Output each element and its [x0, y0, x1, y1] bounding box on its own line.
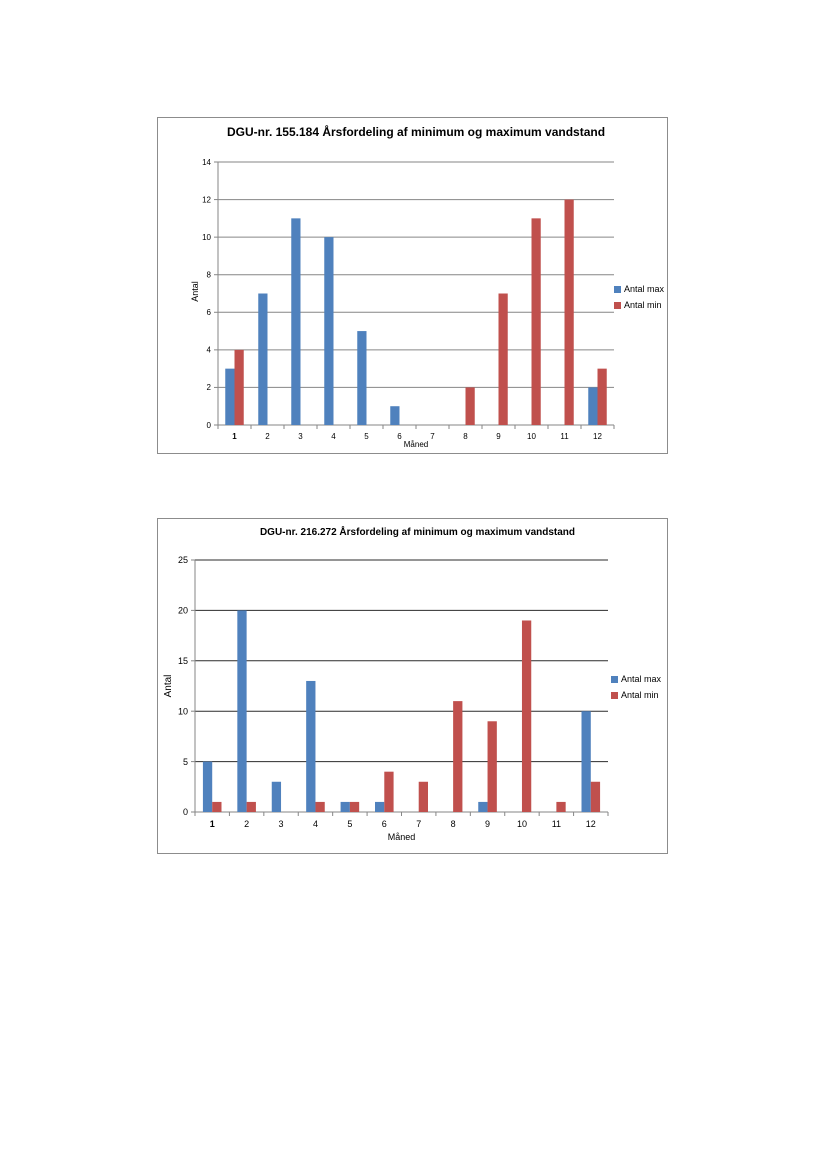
bar-max-month-12 [581, 711, 590, 812]
y-axis-title: Antal [163, 674, 174, 698]
bar-max-month-4 [324, 237, 333, 425]
y-tick-label: 14 [202, 157, 211, 167]
bar-min-month-9 [488, 721, 497, 812]
bar-max-month-5 [357, 331, 366, 425]
bar-max-month-4 [306, 681, 315, 812]
legend-label-max: Antal max [624, 284, 665, 294]
bar-min-month-12 [598, 369, 607, 425]
x-category-label: 11 [551, 819, 562, 829]
bar-min-month-7 [419, 782, 428, 812]
bar-min-month-2 [247, 802, 256, 812]
x-category-label: 4 [312, 819, 318, 829]
x-category-label: 2 [244, 819, 250, 829]
x-category-label: 8 [463, 432, 468, 441]
y-tick-label: 6 [206, 308, 211, 318]
bar-max-month-1 [203, 762, 212, 812]
x-category-label: 9 [496, 432, 501, 441]
y-tick-label: 12 [202, 195, 211, 205]
bar-max-month-9 [478, 802, 487, 812]
y-tick-label: 4 [206, 345, 211, 355]
bar-min-month-12 [591, 782, 600, 812]
bar-min-month-1 [235, 350, 244, 425]
legend-label-min: Antal min [624, 300, 662, 310]
legend-swatch-min [614, 302, 621, 309]
y-tick-label: 8 [206, 270, 211, 280]
x-category-label: 6 [397, 432, 402, 441]
y-tick-label: 20 [177, 605, 188, 616]
legend-label-max: Antal max [621, 674, 662, 684]
x-category-label: 9 [485, 819, 491, 829]
chart-title: DGU-nr. 216.272 Årsfordeling af minimum og maximum vandstand [259, 527, 576, 538]
y-tick-label: 25 [177, 555, 188, 566]
bar-max-month-2 [258, 294, 267, 426]
x-axis-title: Måned [387, 832, 416, 842]
bar-min-month-9 [499, 294, 508, 426]
x-category-label: 1 [232, 432, 237, 441]
x-category-label: 3 [278, 819, 284, 829]
bar-min-month-8 [453, 701, 462, 812]
bar-max-month-3 [272, 782, 281, 812]
x-axis-title: Måned [403, 440, 429, 449]
bar-min-month-8 [466, 387, 475, 425]
x-category-label: 5 [347, 819, 353, 829]
x-category-label: 10 [527, 432, 536, 441]
y-tick-label: 0 [182, 807, 188, 818]
bar-max-month-3 [291, 218, 300, 425]
chart-2-216-272 [157, 518, 668, 854]
x-category-label: 3 [298, 432, 303, 441]
y-tick-label: 10 [202, 232, 211, 242]
y-tick-label: 0 [206, 420, 211, 430]
x-category-label: 2 [265, 432, 270, 441]
legend-label-min: Antal min [621, 690, 659, 700]
bar-max-month-12 [588, 387, 597, 425]
bar-max-month-1 [225, 369, 234, 425]
x-category-label: 10 [516, 819, 527, 829]
bar-max-month-5 [341, 802, 350, 812]
chart-1-155-184 [157, 117, 668, 454]
y-axis-title: Antal [190, 281, 200, 302]
x-category-label: 8 [450, 819, 456, 829]
legend-swatch-max [614, 286, 621, 293]
bar-min-month-11 [565, 200, 574, 425]
chart-1-canvas [158, 118, 667, 453]
bar-min-month-4 [315, 802, 324, 812]
y-tick-label: 15 [177, 655, 188, 666]
x-category-label: 7 [430, 432, 435, 441]
y-tick-label: 2 [206, 383, 211, 393]
chart-2-canvas [158, 519, 667, 853]
bar-max-month-2 [237, 610, 246, 812]
chart-title: DGU-nr. 155.184 Årsfordeling af minimum og maximum vandstand [226, 125, 606, 139]
bar-min-month-10 [532, 218, 541, 425]
x-category-label: 6 [381, 819, 387, 829]
legend-swatch-max [611, 676, 618, 683]
x-category-label: 7 [416, 819, 422, 829]
x-category-label: 5 [364, 432, 369, 441]
y-tick-label: 10 [177, 706, 188, 717]
bar-min-month-10 [522, 620, 531, 812]
bar-min-month-1 [212, 802, 221, 812]
bar-min-month-11 [556, 802, 565, 812]
x-category-label: 12 [585, 819, 596, 829]
x-category-label: 12 [593, 432, 602, 441]
bar-min-month-5 [350, 802, 359, 812]
y-tick-label: 5 [182, 756, 188, 767]
bar-min-month-6 [384, 772, 393, 812]
legend-swatch-min [611, 692, 618, 699]
bar-max-month-6 [390, 406, 399, 425]
x-category-label: 4 [331, 432, 336, 441]
x-category-label: 11 [560, 432, 569, 441]
bar-max-month-6 [375, 802, 384, 812]
x-category-label: 1 [209, 819, 215, 829]
